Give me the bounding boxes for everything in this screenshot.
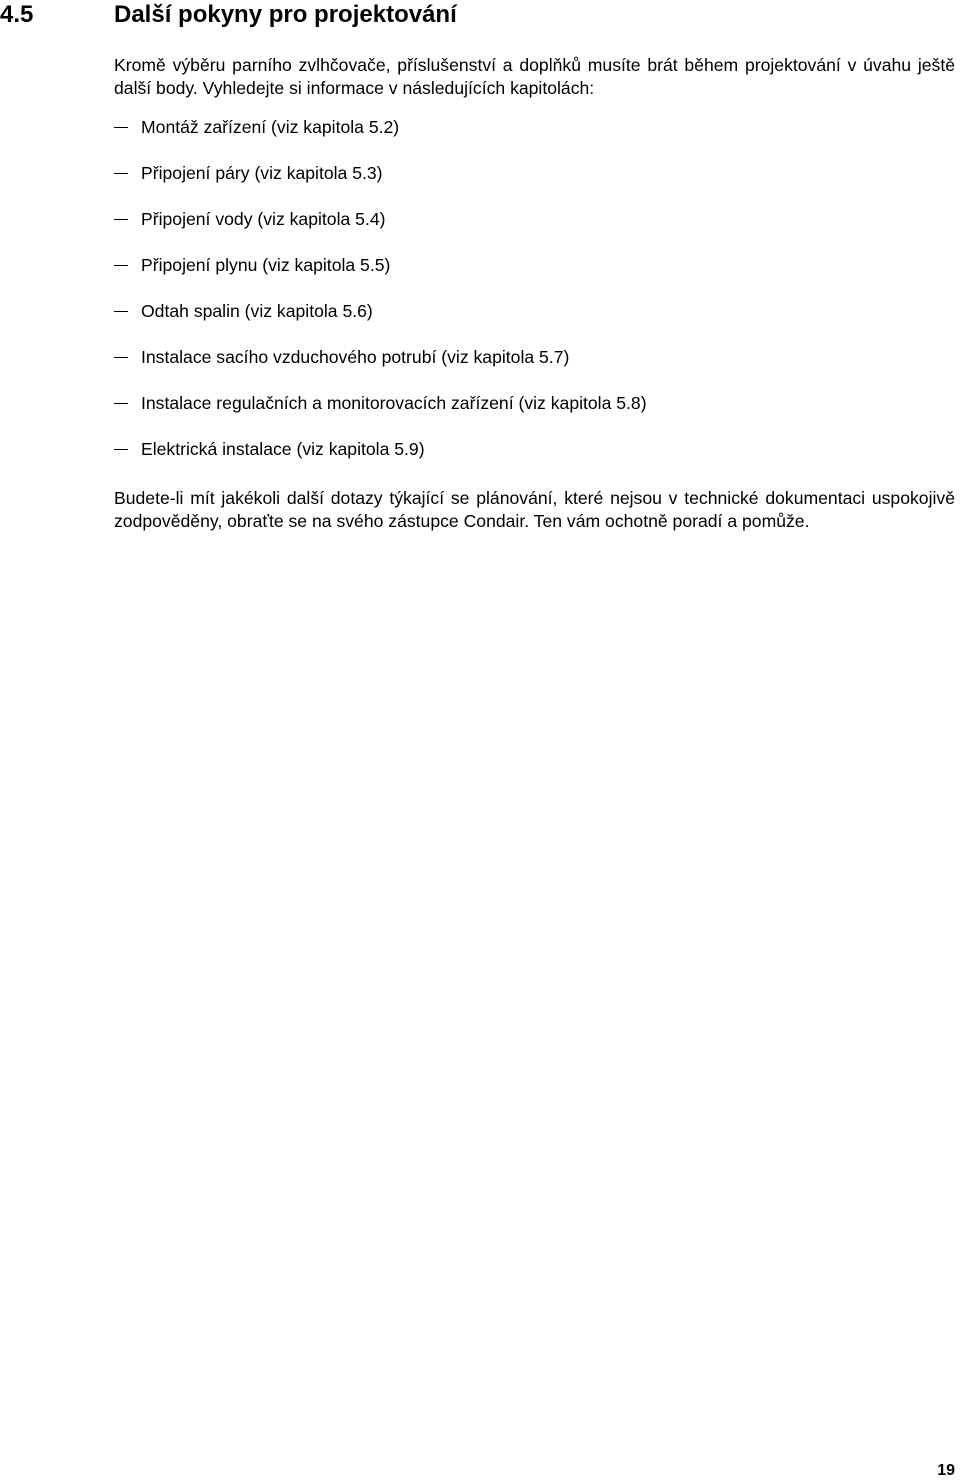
closing-paragraph: Budete-li mít jakékoli další dotazy týkající se plánování, které nejsou v technické dokumentaci uspokojivě zodpověděny, obraťte se na svého zástupce Condair. Ten vám ochotně poradí a pomůže.: [114, 488, 955, 531]
dash-bullet-icon: [114, 311, 128, 312]
dash-bullet-icon: [114, 265, 128, 266]
section-title: Další pokyny pro projektování: [114, 1, 457, 28]
section-number: 4.5: [0, 1, 34, 28]
list-item-text: Připojení páry (viz kapitola 5.3): [141, 163, 383, 183]
list-item-text: Připojení vody (viz kapitola 5.4): [141, 209, 386, 229]
dash-bullet-icon: [114, 127, 128, 128]
list-item-text: Instalace sacího vzduchového potrubí (viz kapitola 5.7): [141, 347, 570, 367]
list-item-text: Instalace regulačních a monitorovacích zařízení (viz kapitola 5.8): [141, 393, 647, 413]
list-item-text: Montáž zařízení (viz kapitola 5.2): [141, 117, 400, 137]
intro-paragraph: Kromě výběru parního zvlhčovače, příslušenství a doplňků musíte brát během projektování v úvahu ještě další body. Vyhledejte si informace v následujících kapitolách:: [114, 55, 955, 98]
dash-bullet-icon: [114, 403, 128, 404]
dash-bullet-icon: [114, 449, 128, 450]
page-number: 19: [937, 1462, 955, 1479]
list-item-text: Odtah spalin (viz kapitola 5.6): [141, 301, 373, 321]
list-item-text: Elektrická instalace (viz kapitola 5.9): [141, 439, 425, 459]
dash-bullet-icon: [114, 219, 128, 220]
dash-bullet-icon: [114, 173, 128, 174]
list-item-text: Připojení plynu (viz kapitola 5.5): [141, 255, 391, 275]
dash-bullet-icon: [114, 357, 128, 358]
